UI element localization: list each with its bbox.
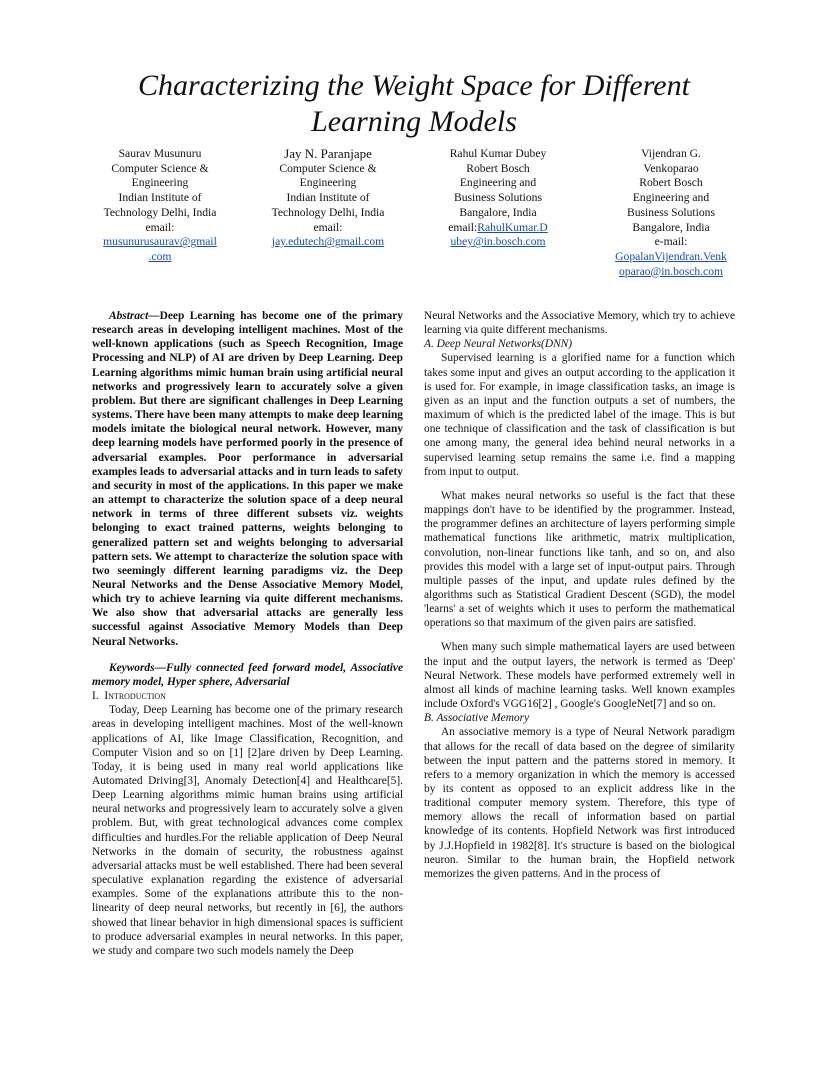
author-name: Jay N. Paranjape bbox=[284, 146, 372, 161]
author-affiliation-line: Technology Delhi, India bbox=[103, 205, 217, 219]
author-affiliation-line: Robert Bosch bbox=[639, 176, 703, 190]
author-affiliation-line: Indian Institute of bbox=[286, 191, 370, 205]
keywords bbox=[92, 661, 403, 689]
author-email-link[interactable]: GopalanVijendran.Venk bbox=[615, 249, 727, 263]
author-block-4 bbox=[600, 147, 742, 279]
section-number: I. bbox=[92, 690, 99, 703]
dnn-paragraph-3: When many such simple mathematical layers are used between the input and the output layers, the network is termed as 'Deep' Neural Network. These models have performed extremely well in almost all kinds of machine learning tasks. Well known examples include Oxford's VGG16[2] , Google's GoogleNet[7] and so on. bbox=[424, 641, 735, 711]
section-heading-introduction bbox=[92, 689, 403, 703]
left-column bbox=[92, 309, 403, 958]
author-email-label: email: bbox=[448, 220, 478, 234]
subsection-heading-associative-memory: B. Associative Memory bbox=[424, 712, 530, 725]
author-affiliation-line: Computer Science & bbox=[111, 161, 209, 175]
author-email-label: email: bbox=[145, 220, 175, 234]
author-email-link[interactable]: RahulKumar.D bbox=[477, 220, 548, 234]
author-affiliation-line: Bangalore, India bbox=[459, 205, 537, 219]
author-block-2 bbox=[258, 147, 398, 250]
author-affiliation-line: Robert Bosch bbox=[466, 161, 530, 175]
author-email-label: e-mail: bbox=[654, 235, 688, 249]
author-name: Rahul Kumar Dubey bbox=[449, 147, 547, 160]
author-email-label: email: bbox=[313, 220, 343, 234]
author-block-1 bbox=[90, 147, 230, 265]
subsection-heading-dnn: A. Deep Neural Networks(DNN) bbox=[424, 338, 573, 351]
author-affiliation-line: Engineering bbox=[131, 176, 189, 190]
author-email-link[interactable]: oparao@in.bosch.com bbox=[618, 264, 724, 278]
author-email-link[interactable]: .com bbox=[148, 249, 172, 263]
right-column bbox=[424, 309, 735, 881]
author-affiliation-line: Indian Institute of bbox=[118, 191, 202, 205]
paper-title bbox=[60, 68, 768, 140]
introduction-paragraph: Today, Deep Learning has become one of the primary research areas in developing intelligent machines. Most of the well-known applications of AI, like Image Classification, Recognition, and Computer Vision and so on [1] [2]are driven by Deep Learning. Today, it is being used in many real world applications like Automated Driving[3], Anomaly Detection[4] and Healthcare[5]. Deep Learning algorithms mimic human brains using artificial neural networks and progressively learn to accurately solve a given problem. But, with great technological advances come complex difficulties and hurdles.For the reliable application of Deep Neural Networks in the domain of security, the robustness against adversarial attacks must be well established. There had been several speculative explanation regarding the existence of adversarial examples. Some of the explanations attribute this to the non-linearity of deep neural networks, but recently in [6], the authors showed that linear behavior in high dimensional spaces is sufficient to produce adversarial examples in neural networks. In this paper, we study and compare two such models namely the Deep bbox=[92, 704, 403, 957]
author-email-link[interactable]: jay.edutech@gmail.com bbox=[271, 235, 385, 249]
author-email-link[interactable]: musunurusaurav@gmail bbox=[103, 235, 217, 249]
author-affiliation-line: Venkoparao bbox=[643, 161, 699, 175]
author-affiliation-line: Business Solutions bbox=[454, 191, 542, 205]
author-affiliation-line: Bangalore, India bbox=[632, 220, 710, 234]
title-line-2: Learning Models bbox=[311, 105, 517, 138]
abstract-text: Deep Learning has become one of the primary research areas in developing intelligent machines. Most of the well-known applications (such as Speech Recognition, Image Processing and NLP) of AI are driven by Deep Learning. Deep Learning algorithms mimic human brain using artificial neural networks and progressively learn to accurately solve a given problem. But there are significant challenges in Deep Learning systems. There have been many attempts to make deep learning models imitate the biological neural network. However, many deep learning models have performed poorly in the presence of adversarial examples. Poor performance in adversarial examples leads to adversarial attacks and in turn leads to safety and security in most of the applications. In this paper we make an attempt to characterize the solution space of a deep neural network in terms of three different subsets viz. weights belonging to exact trained patterns, weights belonging to generalized pattern set and weights belonging to adversarial pattern sets. We attempt to characterize the solution space with two seemingly different learning paradigms viz. the Deep Neural Networks and the Dense Associative Memory Model, which try to achieve learning via quite different mechanisms. We also show that adversarial attacks are generally less successful against Associative Memory Models than Deep Neural Networks. bbox=[92, 310, 403, 648]
author-affiliation-line: Engineering and bbox=[632, 191, 710, 205]
author-affiliation-line: Engineering and bbox=[459, 176, 537, 190]
section-title: Introduction bbox=[104, 690, 166, 703]
dnn-paragraph-1: Supervised learning is a glorified name for a function which takes some input and gives an output according to the application it is used for. For example, in image classification tasks, an image is given as an input and the function outputs a set of numbers, the maximum of which is the predicted label of the image. This is but one technique of classification and the task of classification is but one among many, the general idea behind neural networks in a supervised learning setup remains the same i.e. find a mapping from input to output. bbox=[424, 352, 735, 478]
author-affiliation-line: Business Solutions bbox=[627, 205, 715, 219]
abstract-label: Abstract— bbox=[109, 310, 160, 322]
author-name: Saurav Musunuru bbox=[118, 147, 202, 160]
keywords-text: Fully connected feed forward model, Associative memory model, Hyper sphere, Adversarial bbox=[92, 661, 403, 688]
continuation-paragraph: Neural Networks and the Associative Memory, which try to achieve learning via quite different mechanisms. bbox=[424, 310, 735, 337]
keywords-label: Keywords— bbox=[109, 661, 166, 674]
title-line-1: Characterizing the Weight Space for Different bbox=[138, 69, 690, 102]
author-email-line bbox=[428, 221, 568, 236]
author-affiliation-line: Engineering bbox=[299, 176, 357, 190]
author-name: Vijendran G. bbox=[641, 147, 701, 160]
author-email-link[interactable]: ubey@in.bosch.com bbox=[450, 235, 546, 249]
dnn-paragraph-2: What makes neural networks so useful is the fact that these mappings don't have to be identified by the programmer. Instead, the programmer defines an architecture of layers performing simple mathematical functions like arithmetic, matrix multiplication, convolution, non-linear functions like tanh, and so on, and also provides this model with a large set of input-output pairs. Through multiple passes of the input, and update rules defined by the algorithms such as Statistical Gradient Descent (SGD), the model 'learns' a set of weights which it uses to perform the mathematical operations so that maximum of the given pairs are satisfied. bbox=[424, 489, 735, 630]
author-affiliation-line: Technology Delhi, India bbox=[271, 205, 385, 219]
author-block-3 bbox=[428, 147, 568, 250]
associative-memory-paragraph: An associative memory is a type of Neural Network paradigm that allows for the recall of data based on the degree of similarity between the input pattern and the patterns stored in memory. It refers to a memory organization in which the memory is accessed by its content as opposed to an explicit address like in the traditional computer memory system. Therefore, this type of memory allows the recall of information based on partial knowledge of its contents. Hopfield Network was first introduced by J.J.Hopfield in 1982[8]. It's structure is based on the biological neuron. Similar to the human brain, the Hopfield network memorizes the given patterns. And in the process of bbox=[424, 726, 735, 880]
author-affiliation-line: Computer Science & bbox=[279, 161, 377, 175]
abstract bbox=[92, 309, 403, 649]
